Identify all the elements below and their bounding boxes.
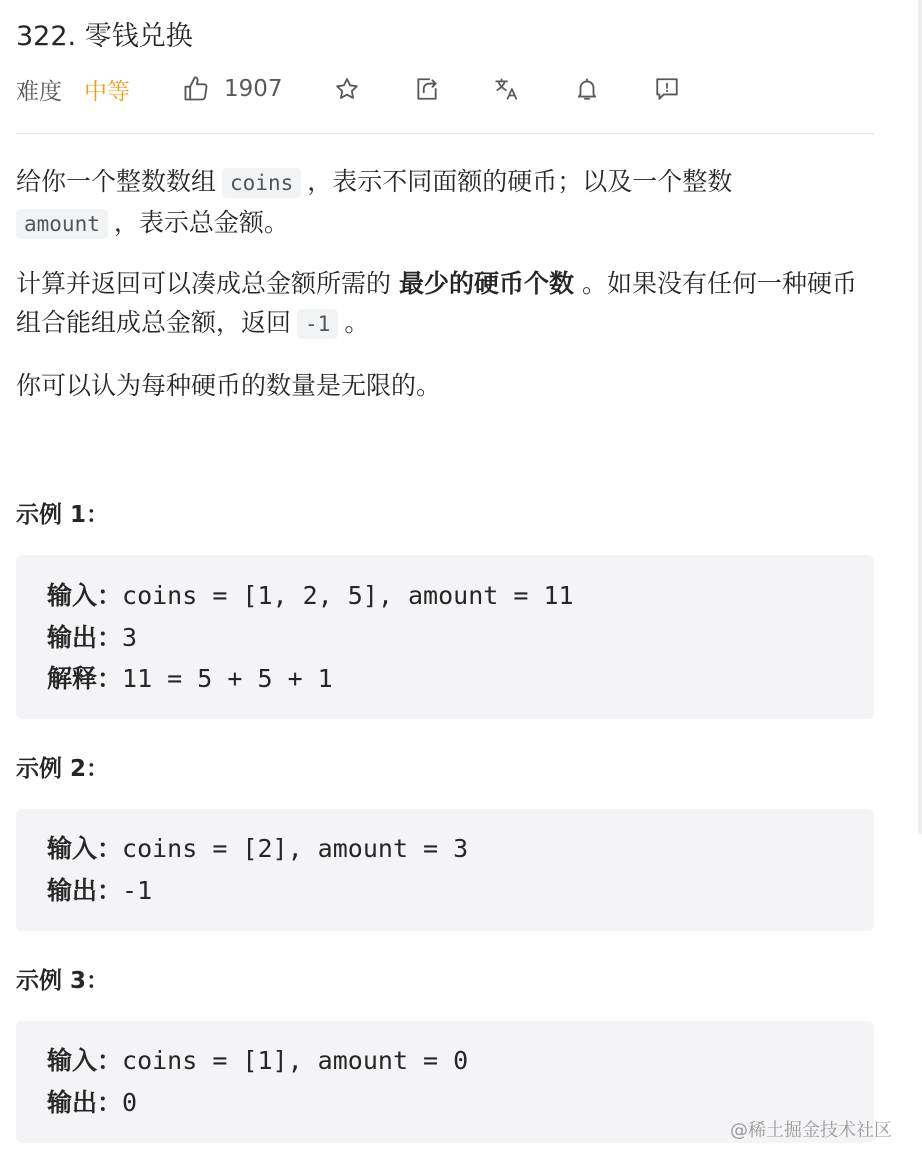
example-value: -1 — [122, 875, 153, 905]
example-value: 11 = 5 + 5 + 1 — [122, 664, 333, 693]
thumbs-up-icon — [182, 75, 210, 103]
bell-icon — [574, 76, 600, 102]
example-key: 输出： — [47, 1087, 123, 1117]
inline-code-coins: coins — [222, 168, 301, 198]
favorite-button[interactable] — [332, 74, 362, 104]
desc-text: 给你一个整数数组 — [16, 167, 217, 196]
example-value: coins = [1], amount = 0 — [122, 1046, 469, 1075]
example-line — [47, 575, 874, 617]
desc-text: ，表示总金额。 — [113, 208, 289, 237]
star-icon — [334, 76, 360, 102]
example-key: 输出： — [47, 875, 123, 905]
example-key: 输入： — [47, 581, 123, 610]
difficulty-label: 难度 — [16, 78, 62, 105]
inline-code-minus-one: -1 — [297, 309, 338, 339]
feedback-button[interactable] — [652, 74, 682, 104]
share-icon — [414, 76, 440, 102]
difficulty-badge: 中等 — [84, 78, 130, 105]
desc-text: 。如果没有任何一种硬币组合能组成总金额，返回 — [16, 269, 857, 337]
desc-text: ，表示不同面额的硬币；以及一个整数 — [307, 167, 733, 196]
example-1-title: 示例 1： — [16, 502, 110, 528]
example-3-title: 示例 3： — [16, 968, 110, 994]
scrollbar-track[interactable] — [918, 0, 922, 834]
example-key: 输出： — [47, 622, 123, 652]
example-key: 解释： — [47, 664, 123, 693]
example-value: 0 — [122, 1087, 138, 1117]
desc-text: 计算并返回可以凑成总金额所需的 — [16, 269, 392, 298]
description-paragraph-2 — [16, 264, 874, 344]
problem-title: 322. 零钱兑换 — [16, 21, 193, 52]
watermark: @稀土掘金技术社区 — [730, 1120, 892, 1141]
example-line — [47, 1040, 874, 1082]
example-line — [47, 617, 874, 659]
example-key: 输入： — [47, 1046, 123, 1075]
example-1-block — [16, 555, 874, 719]
problem-meta-bar — [16, 66, 874, 112]
desc-text: 。 — [344, 308, 370, 337]
desc-emphasis: 最少的硬币个数 — [398, 269, 574, 298]
translate-icon — [494, 76, 520, 102]
example-2-title: 示例 2： — [16, 756, 110, 782]
description-paragraph-1 — [16, 162, 874, 244]
like-count: 1907 — [224, 76, 283, 102]
translate-button[interactable] — [492, 74, 522, 104]
header-divider — [16, 133, 874, 134]
example-value: coins = [2], amount = 3 — [122, 834, 469, 863]
subscribe-button[interactable] — [572, 74, 602, 104]
example-line — [47, 828, 874, 870]
feedback-icon — [654, 76, 680, 102]
example-line — [47, 658, 874, 700]
desc-text: 你可以认为每种硬币的数量是无限的。 — [16, 371, 442, 400]
example-key: 输入： — [47, 834, 123, 863]
like-button[interactable] — [182, 66, 283, 112]
example-2-block — [16, 809, 874, 931]
example-value: coins = [1, 2, 5], amount = 11 — [122, 581, 574, 610]
share-button[interactable] — [412, 74, 442, 104]
example-line — [47, 870, 874, 912]
description-paragraph-3 — [16, 366, 874, 405]
example-value: 3 — [122, 622, 138, 652]
inline-code-amount: amount — [16, 209, 108, 239]
